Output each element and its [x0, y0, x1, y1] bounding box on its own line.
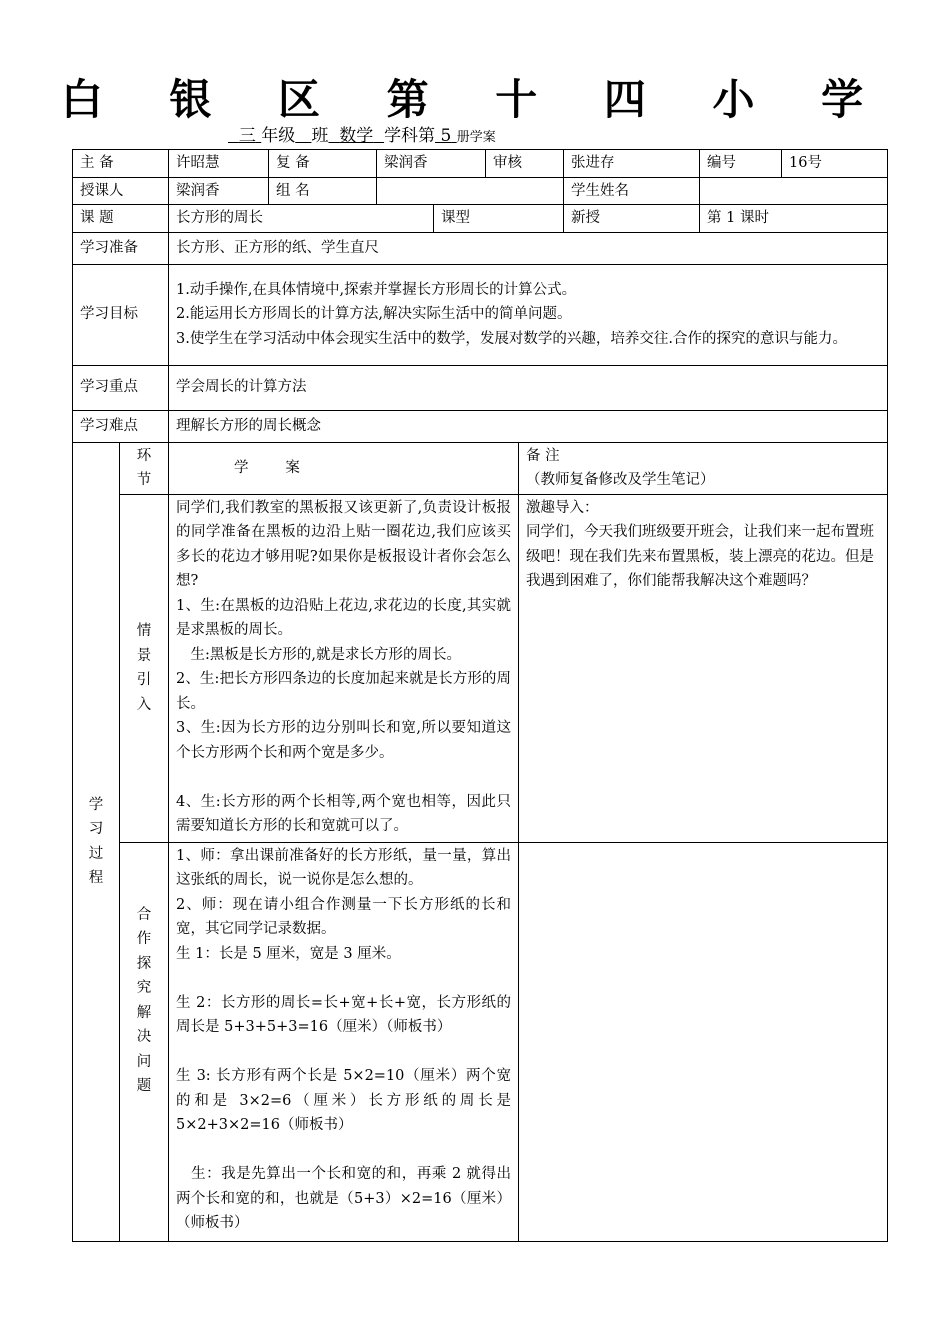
bianhao-label: 编号	[700, 150, 782, 178]
bianhao-value: 16号	[782, 150, 888, 178]
volume-label: 册学案	[456, 130, 496, 145]
keti-value: 长方形的周长	[169, 205, 434, 233]
section-name-qingjing: 情 景 引 入	[120, 494, 169, 842]
prep-label: 学习准备	[73, 232, 169, 264]
section-notes-qingjing	[519, 494, 888, 842]
keti-label: 课 题	[73, 205, 169, 233]
content-line: 生 3: 长方形有两个长是 5×2=10（厘米）两个宽的和是 3×2=6（厘米）长方形纸的周长是 5×2+3×2=16（师板书）	[176, 1068, 512, 1133]
shouke-value: 梁润香	[169, 177, 269, 205]
notes-header	[519, 442, 888, 494]
content-line: 同学们,我们教室的黑板报又该更新了,负责设计板报的同学准备在黑板的边沿上贴一圈花边,我们应该买多长的花边才够用呢?如果你是板报设计者你会怎么想?	[176, 499, 512, 589]
goals-content	[169, 264, 888, 365]
huanjie-header: 环 节	[120, 442, 169, 494]
content-line: 4、生:长方形的两个长相等,两个宽也相等，因此只需要知道长方形的长和宽就可以了。	[176, 793, 512, 834]
subject-value: 数学	[339, 126, 374, 146]
fubei-value: 梁润香	[377, 150, 486, 178]
content-line: 生 2：长方形的周长=长+宽+长+宽，长方形纸的周长是 5+3+5+3=16（厘米）（师板书）	[176, 994, 512, 1035]
zuming-value	[377, 177, 564, 205]
fubei-label: 复 备	[269, 150, 377, 178]
subject-label: 学科第	[384, 126, 436, 146]
student-name-label: 学生姓名	[564, 177, 700, 205]
shouke-label: 授课人	[73, 177, 169, 205]
content-line: 生:黑板是长方形的,就是求长方形的周长。	[176, 646, 462, 663]
kexing-label: 课型	[434, 205, 564, 233]
notes-title: 备 注	[526, 447, 560, 464]
zhubei-value: 许昭慧	[169, 150, 269, 178]
content-line: 3、生:因为长方形的边分别叫长和宽,所以要知道这个长方形两个长和两个宽是多少。	[176, 720, 512, 761]
section-content-qingjing	[169, 494, 519, 842]
volume-value: 5	[440, 126, 452, 146]
shenhe-label: 审核	[486, 150, 564, 178]
section-notes-hezuo	[519, 842, 888, 1241]
shenhe-value: 张进存	[564, 150, 700, 178]
focus-label: 学习重点	[73, 365, 169, 410]
process-label: 学 习 过 程	[73, 442, 120, 1241]
focus-value: 学会周长的计算方法	[169, 365, 888, 410]
student-name-value	[700, 177, 888, 205]
difficulty-value: 理解长方形的周长概念	[169, 410, 888, 442]
goal-item: 2.能运用长方形周长的计算方法,解决实际生活中的简单问题。	[176, 306, 572, 323]
subtitle	[228, 125, 496, 149]
kexing-value: 新授	[564, 205, 700, 233]
content-line: 生 1：长是 5 厘米，宽是 3 厘米。	[176, 945, 401, 962]
goals-label: 学习目标	[73, 264, 169, 365]
zhubei-label: 主 备	[73, 150, 169, 178]
notes-subtitle: （教师复备修改及学生笔记）	[526, 472, 715, 488]
section-content-hezuo	[169, 842, 519, 1241]
school-title: 白 银 区 第 十 四 小 学	[60, 75, 890, 124]
content-line: 生：我是先算出一个长和宽的和，再乘 2 就得出两个长和宽的和，也就是（5+3）×2=16（厘米）（师板书）	[176, 1166, 512, 1231]
goal-item: 1.动手操作,在具体情境中,探索并掌握长方形周长的计算公式。	[176, 281, 577, 298]
content-line: 2、师：现在请小组合作测量一下长方形纸的长和宽，其它同学记录数据。	[176, 896, 512, 937]
content-line: 1、师：拿出课前准备好的长方形纸，量一量，算出这张纸的周长，说一说你是怎么想的。	[176, 847, 512, 888]
notes-line: 同学们，今天我们班级要开班会，让我们来一起布置班级吧！现在我们先来布置黑板，装上漂亮的花边。但是我遇到困难了，你们能帮我解决这个难题吗？	[526, 524, 875, 589]
keshi-value: 第 1 课时	[700, 205, 888, 233]
prep-value: 长方形、正方形的纸、学生直尺	[169, 232, 888, 264]
class-blank	[295, 126, 311, 146]
notes-line: 激趣导入：	[526, 499, 599, 516]
zuming-label: 组 名	[269, 177, 377, 205]
goal-item: 3.使学生在学习活动中体会现实生活中的数学，发展对数学的兴趣，培养交往.合作的探究的意识与能力。	[176, 330, 847, 347]
grade-value: 三	[238, 126, 256, 146]
xuean-header: 学 案	[169, 442, 519, 494]
difficulty-label: 学习难点	[73, 410, 169, 442]
grade-label: 年级	[261, 126, 296, 146]
content-line: 2、生:把长方形四条边的长度加起来就是长方形的周长。	[176, 671, 512, 712]
lesson-plan-table	[72, 149, 888, 1242]
section-name-hezuo: 合 作 探 究 解 决 问 题	[120, 842, 169, 1241]
content-line: 1、生:在黑板的边沿贴上花边,求花边的长度,其实就是求黑板的周长。	[176, 597, 512, 638]
class-label: 班	[311, 126, 329, 146]
